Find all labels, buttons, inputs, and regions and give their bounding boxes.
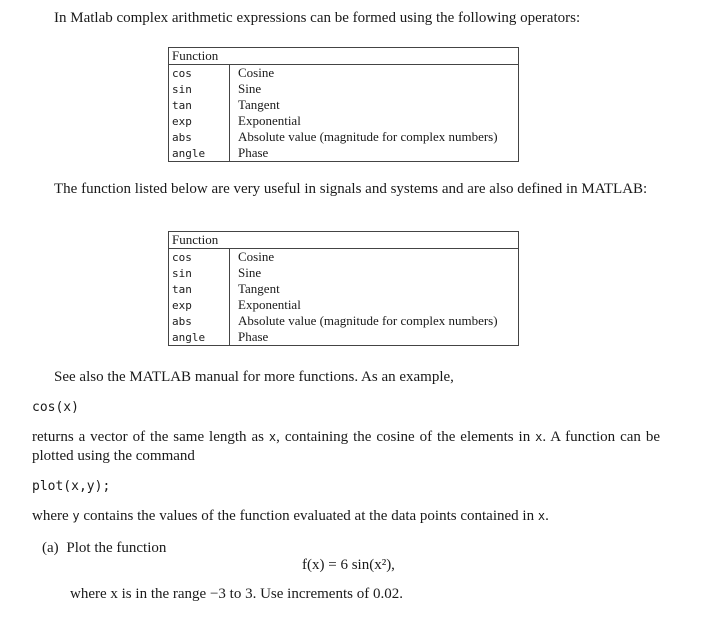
functions-table-1 xyxy=(168,47,519,162)
function-name: tan xyxy=(169,281,230,297)
paragraph-2 xyxy=(32,180,660,199)
function-name: sin xyxy=(169,265,230,281)
function-desc: Exponential xyxy=(238,297,301,312)
function-name: sin xyxy=(169,81,230,97)
paragraph-4 xyxy=(32,428,660,466)
function-desc: Cosine xyxy=(238,249,275,264)
function-desc: Tangent xyxy=(238,281,280,296)
table-row xyxy=(169,249,519,266)
function-desc: Tangent xyxy=(238,97,280,112)
table-row xyxy=(169,329,519,346)
function-name: cos xyxy=(169,65,230,82)
equation: f(x) = 6 sin(x²), xyxy=(302,557,395,573)
table-row xyxy=(169,65,519,82)
table-row xyxy=(169,81,519,97)
function-name: angle xyxy=(169,329,230,346)
function-name: exp xyxy=(169,113,230,129)
code-example-plot: plot(x,y); xyxy=(32,479,111,494)
paragraph-4-text-1: returns a vector of the same length as xyxy=(32,429,269,445)
table-row xyxy=(169,265,519,281)
table-row xyxy=(169,113,519,129)
item-a-text: Plot the function xyxy=(66,540,167,556)
paragraph-4-text-3: . A function can be plotted using the command xyxy=(32,429,661,464)
item-a-label: (a) xyxy=(42,540,59,556)
function-desc: Cosine xyxy=(238,65,275,80)
table-row xyxy=(169,297,519,313)
function-name: cos xyxy=(169,249,230,266)
function-name: tan xyxy=(169,97,230,113)
function-name: exp xyxy=(169,297,230,313)
paragraph-3 xyxy=(32,368,660,387)
table-row xyxy=(169,313,519,329)
table2-header: Function xyxy=(169,232,519,249)
intro-paragraph xyxy=(32,9,660,28)
code-var-x: x xyxy=(268,430,277,444)
table-row xyxy=(169,145,519,162)
code-var-y: y xyxy=(72,509,80,523)
paragraph-5-text-1: where xyxy=(32,508,73,524)
function-desc: Absolute value (magnitude for complex numbers) xyxy=(238,129,498,144)
table-row xyxy=(169,281,519,297)
function-desc: Sine xyxy=(238,81,262,96)
function-desc: Phase xyxy=(238,329,269,344)
item-a-range: where x is in the range −3 to 3. Use increments of 0.02. xyxy=(70,586,403,602)
function-name: angle xyxy=(169,145,230,162)
function-name: abs xyxy=(169,129,230,145)
table1-header: Function xyxy=(169,48,519,65)
table-row xyxy=(169,97,519,113)
functions-table-2 xyxy=(168,231,519,346)
function-desc: Sine xyxy=(238,265,262,280)
code-var-x: x xyxy=(537,509,546,523)
function-desc: Absolute value (magnitude for complex numbers) xyxy=(238,313,498,328)
function-name: abs xyxy=(169,313,230,329)
code-example-cos: cos(x) xyxy=(32,400,79,415)
function-desc: Exponential xyxy=(238,113,301,128)
code-var-x: x xyxy=(535,430,543,444)
paragraph-5-text-2: contains the values of the function evaluated at the data points contained in xyxy=(79,508,538,524)
intro-text: In Matlab complex arithmetic expressions can be formed using the following operators: xyxy=(54,10,581,26)
table-row xyxy=(169,129,519,145)
paragraph-3-text: See also the MATLAB manual for more functions. As an example, xyxy=(54,369,454,385)
function-desc: Phase xyxy=(238,145,269,160)
paragraph-4-text-2: , containing the cosine of the elements in xyxy=(276,429,536,445)
paragraph-2-text: The function listed below are very useful in signals and systems and are also defined in MATLAB: xyxy=(54,181,648,197)
paragraph-5-text-3: . xyxy=(545,508,549,524)
item-a xyxy=(42,539,166,558)
paragraph-5 xyxy=(32,507,660,526)
